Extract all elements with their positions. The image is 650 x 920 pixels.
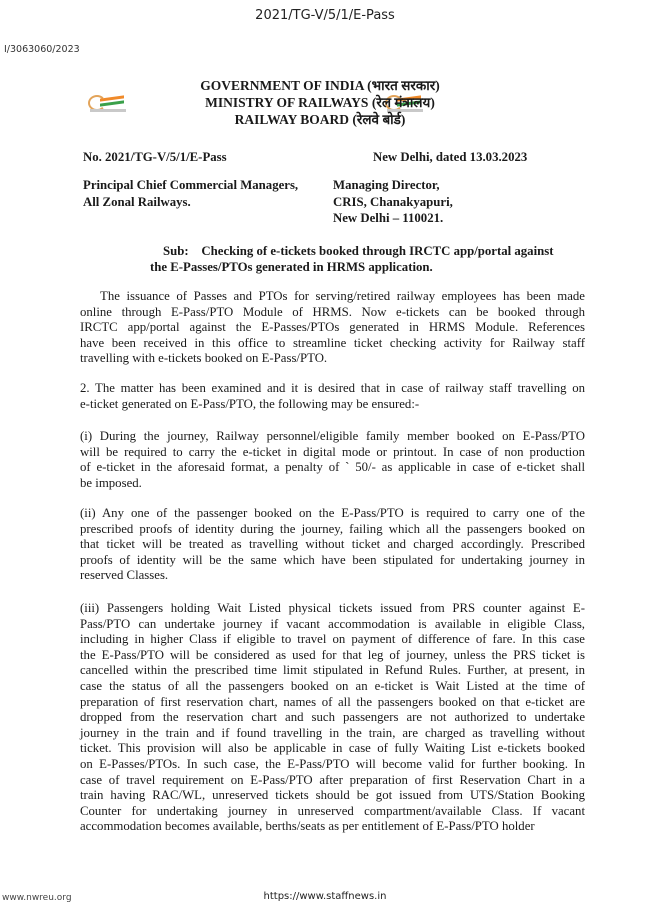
text-line: accommodation becomes available, berths/seats as per entitlement of E-Pass/PTO holder [80, 819, 535, 834]
addressee-line: All Zonal Railways. [83, 194, 191, 209]
letter-date: New Delhi, dated 13.03.2023 [373, 150, 528, 164]
text-line: The issuance of Passes and PTOs for serving/retired railway employees has been made [100, 289, 585, 303]
addressee-line: Managing Director, [333, 178, 440, 192]
text-line: Pass/PTO can undertake journey if vacant accommodation is available in eligible Class, [80, 616, 585, 631]
text-line: will be required to carry the e-ticket in digital mode or printout. In case of non production [80, 444, 585, 459]
paragraph-intro [80, 289, 585, 367]
addressee-left [83, 177, 298, 210]
letterhead-ministry: MINISTRY OF RAILWAYS (रेल मंत्रालय) [205, 95, 435, 110]
text-line: (iii) Passengers holding Wait Listed physical tickets issued from PRS counter against E- [80, 601, 585, 615]
text-line: be imposed. [80, 475, 142, 490]
text-line: have been received in this office to streamline ticket checking activity for Railway staff [80, 335, 585, 350]
paragraph-2-ii [80, 506, 585, 584]
text-line: proofs of identity will be the same which have been stipulated for undertaking journey in [80, 552, 585, 567]
letter-number: No. 2021/TG-V/5/1/E-Pass [83, 150, 227, 164]
addressee-line: CRIS, Chanakyapuri, [333, 194, 453, 209]
text-line: online through E-Pass/PTO Module of HRMS. Now e-tickets can be booked through [80, 304, 585, 319]
text-line: cancelled within the prescribed time limit stipulated in Refund Rules. Further, at present, in [80, 663, 585, 678]
text-line: travelling with e-tickets booked on E-Pass/PTO. [80, 351, 328, 366]
text-line: preparation of first reservation chart, names of all the passengers booked on that e-ticket are [80, 694, 585, 709]
text-line: train having RAC/WL, unreserved tickets should be got issued from UTS/Station Booking [80, 788, 585, 803]
addressee-line: Principal Chief Commercial Managers, [83, 178, 299, 192]
text-line: on E-Passes/PTOs. In such case, the E-Pass/PTO will become valid for further booking. In [80, 756, 585, 771]
text-line: including in higher Class if eligible to travel on payment of difference of fare. In this case [80, 632, 585, 647]
letterhead-government: GOVERNMENT OF INDIA (भारत सरकार) [200, 78, 440, 93]
letterhead [170, 77, 470, 128]
subject-line: the E-Passes/PTOs generated in HRMS application. [150, 260, 433, 274]
letterhead-board: RAILWAY BOARD (रेलवे बोर्ड) [234, 112, 406, 127]
footer-website-link[interactable]: www.nwreu.org [2, 893, 72, 903]
text-line: case the status of all the passengers booked on an e-ticket is Wait Listed at the time of [80, 678, 585, 693]
addressee-right [333, 177, 453, 227]
text-line: (ii) Any one of the passenger booked on the E-Pass/PTO is required to carry one of the [80, 506, 585, 520]
text-line: of e-ticket in the aforesaid format, a penalty of ` 50/- as applicable in case of e-ticket shall [80, 460, 585, 475]
text-line: journey in the train and if found travelling in the train, are charged as travelling without [80, 725, 585, 740]
file-reference-header: 2021/TG-V/5/1/E-Pass [255, 8, 395, 23]
paragraph-2 [80, 381, 585, 412]
text-line: the E-Pass/PTO will be considered as used for that leg of journey, unless the PRS ticket is [80, 647, 585, 662]
document-id: I/3063060/2023 [4, 44, 80, 55]
text-line: ticket. This provision will also be applicable in case of fully Waiting List e-tickets booked [80, 741, 585, 756]
text-line: IRCTC app/portal against the E-Passes/PTOs generated in HRMS Module. References [80, 320, 585, 335]
text-line: that ticket will be treated as travelling without ticket and charged accordingly. Prescribed [80, 537, 585, 552]
footer-source-link[interactable]: https://www.staffnews.in [263, 891, 387, 902]
azadi-ka-amrit-mahotsav-logo-left [88, 93, 130, 115]
addressee-line: New Delhi – 110021. [333, 211, 444, 225]
text-line: e-ticket generated on E-Pass/PTO, the following may be ensured:- [80, 396, 420, 411]
text-line: (i) During the journey, Railway personnel/eligible family member booked on E-Pass/PTO [80, 429, 585, 443]
text-line: 2. The matter has been examined and it is desired that in case of railway staff travelling on [80, 381, 585, 395]
text-line: reserved Classes. [80, 568, 169, 583]
paragraph-2-i [80, 429, 585, 491]
subject [150, 243, 554, 275]
text-line: Counter for undertaking journey in unreserved compartment/available Class. If vacant [80, 803, 585, 818]
text-line: prescribed proofs of identity during the journey, failing which all the passengers booked on [80, 521, 585, 536]
text-line: dropped from the reservation chart and such passengers are not authorized to undertake [80, 710, 585, 725]
paragraph-2-iii [80, 601, 585, 835]
text-line: case of travel requirement on E-Pass/PTO after preparation of first Reservation Chart in a [80, 772, 585, 787]
subject-line: Sub: Checking of e-tickets booked through IRCTC app/portal against [163, 244, 554, 258]
